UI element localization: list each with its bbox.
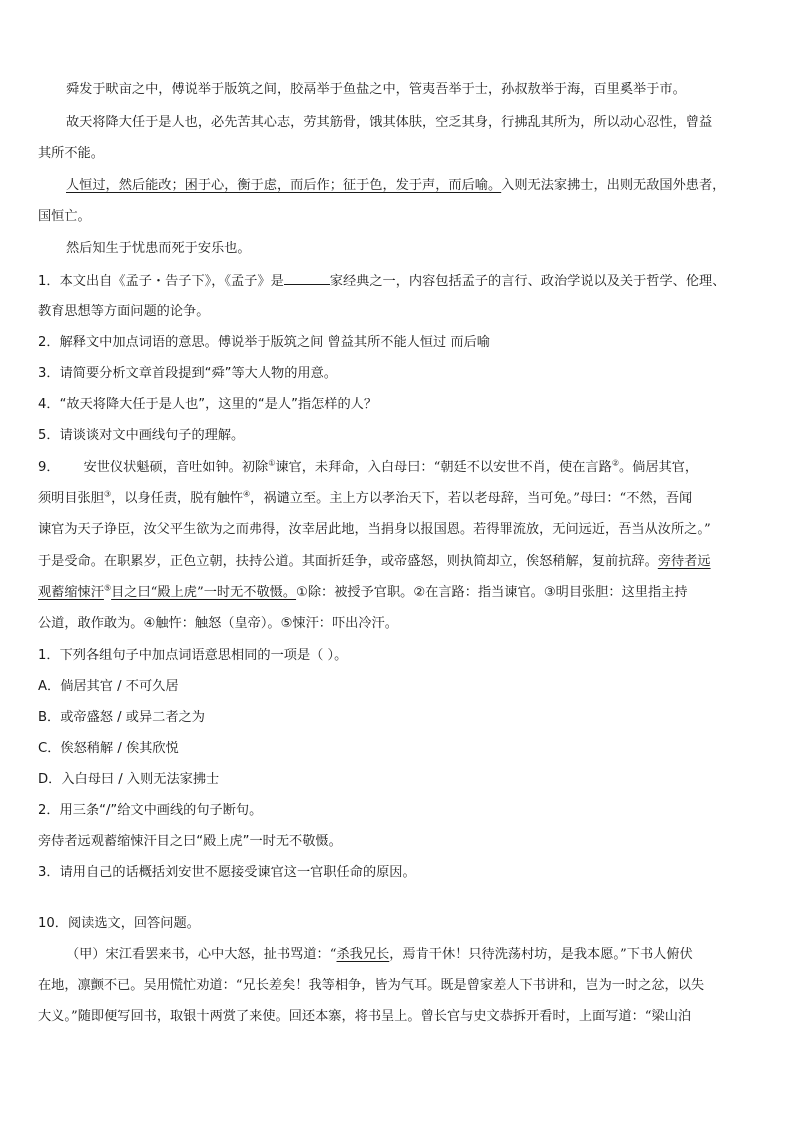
underlined-sentence: 人恒过，然后能改；困于心，衡于虑，而后作；征于色，发于声，而后喻。 — [66, 178, 502, 193]
question4: 4．“故天将降大任于是人也”，这里的“是人”指怎样的人？ — [38, 397, 378, 412]
footnotes-a: ①除：被授予官职。②在言路：指当谏官。③明目张胆：这里指主持 — [296, 585, 688, 600]
option-b: B．或帝盛怒 / 或异二者之为 — [38, 710, 205, 725]
passage2-line2-b: ，以身任责，脱有触忤 — [111, 491, 243, 506]
passage1-line4-rest: 入则无法家拂士，出则无敌国外患者， — [501, 178, 726, 193]
option-d: D．入白母曰 / 入则无法家拂士 — [38, 772, 220, 787]
passage2-line3: 谏官为天子诤臣，汝父平生欲为之而弗得，汝幸居此地，当捐身以报国恩。若得罪流放，无问远近，吾当从汝所之。” — [38, 522, 711, 537]
question2: 2．解释文中加点词语的意思。傅说举于版筑之间 曾益其所不能人恒过 而后喻 — [38, 335, 490, 350]
question1-line1 — [38, 272, 758, 291]
passage1-line1: 舜发于畎亩之中，傅说举于版筑之间，胶鬲举于鱼盐之中，管夷吾举于士，孙叔敖举于海，百里奚举于市。 — [66, 82, 686, 97]
passage2-line5 — [38, 584, 758, 602]
footnotes-b: 公道，敢作敢为。④触忤：触怒（皇帝）。⑤悚汗：吓出冷汗。 — [38, 616, 398, 631]
passage2-line1-b: 谏官，未拜命，入白母曰：“朝廷不以安世不肖，使在言路 — [275, 460, 612, 475]
question-number-9: 9． — [38, 460, 60, 475]
passage1-line2: 故天将降大任于是人也，必先苦其心志，劳其筋骨，饿其体肤，空乏其身，行拂乱其所为，所以动心忍性，曾益 — [66, 115, 713, 130]
passage1-line6: 然后知生于忧患而死于安乐也。 — [66, 241, 251, 256]
passage2-line4-a: 于是受命。在职累岁，正色立朝，扶持公道。其面折廷争，或帝盛怒，则执简却立，俟怒稍解，复前抗辞。 — [38, 554, 658, 569]
passage3-line1 — [66, 946, 758, 964]
option-a: A．倘居其官 / 不可久居 — [38, 679, 179, 694]
question1-line2: 教育思想等方面问题的论争。 — [38, 304, 210, 319]
passage2-line2-a: 须明目张胆 — [38, 491, 104, 506]
passage1-line4 — [66, 177, 758, 195]
passage2-line1-c: 。倘居其官， — [618, 460, 699, 475]
footnote-marker-3: ③ — [103, 489, 112, 499]
passage2-line1 — [38, 459, 758, 477]
passage3-line2: 在地，凛颤不已。吴用慌忙劝道：“兄长差矣！我等相争，皆为气耳。既是曾家差人下书讲和，岂为一时之忿，以失 — [38, 978, 705, 993]
question1-text-b: 家经典之一，内容包括孟子的言行、政治学说以及关于哲学、伦理、 — [329, 274, 726, 289]
question9-2: 2．用三条“/”给文中画线的句子断句。 — [38, 803, 263, 818]
passage1-line3: 其所不能。 — [38, 146, 104, 161]
passage3-line1-c: ，焉肯干休！只待洗荡村坊，是我本愿。”下书人俯伏 — [389, 947, 693, 962]
footnote-marker-1: ① — [268, 458, 276, 468]
footnote-marker-4: ④ — [242, 489, 251, 499]
passage3-line3: 大义。”随即便写回书，取银十两赏了来使。回还本寨，将书呈上。曾长官与史文恭拆开看时，上面写道：“梁山泊 — [38, 1009, 692, 1024]
question9-2-sentence: 旁侍者远观蓄缩悚汗目之曰“殿上虎”一时无不敬慑。 — [38, 834, 342, 849]
passage2-line4 — [38, 553, 758, 571]
passage2-line1-a: 安世仪状魁硕，音吐如钟。初除 — [83, 460, 269, 475]
passage2-line2-c: ，祸谴立至。主上方以孝治天下，若以老母辞，当可免。”母曰：“不然，吾闻 — [250, 491, 693, 506]
underlined-sentence-end: 目之曰“殿上虎”一时无不敬慑。 — [111, 585, 297, 600]
question3: 3．请简要分析文章首段提到“舜”等大人物的用意。 — [38, 366, 337, 381]
passage1-line5: 国恒亡。 — [38, 209, 91, 224]
question9-1: 1．下列各组句子中加点词语意思相同的一项是（ ）。 — [38, 648, 348, 663]
option-c: C．俟怒稍解 / 俟其欣悦 — [38, 741, 179, 756]
underlined-phrase: 杀我兄长 — [336, 947, 390, 962]
underlined-sentence-start: 旁待者远 — [657, 554, 711, 569]
question9-3: 3．请用自己的话概括刘安世不愿接受谏官这一官职任命的原因。 — [38, 865, 416, 880]
passage3-line1-a: （甲）宋江看罢来书，心中大怒，扯书骂道：“ — [66, 947, 337, 962]
passage2-line2 — [38, 490, 758, 508]
question10-header: 10．阅读选文，回答问题。 — [38, 916, 200, 931]
question1-text-a: 1．本文出自《孟子・告子下》，《孟子》是 — [38, 274, 284, 289]
question5: 5．请谈谈对文中画线句子的理解。 — [38, 428, 245, 443]
fill-in-blank — [284, 272, 330, 285]
underlined-sentence-mid: 观蓄缩悚汗 — [38, 585, 104, 600]
footnote-marker-5: ⑤ — [103, 583, 112, 593]
footnote-marker-2: ② — [611, 458, 619, 468]
